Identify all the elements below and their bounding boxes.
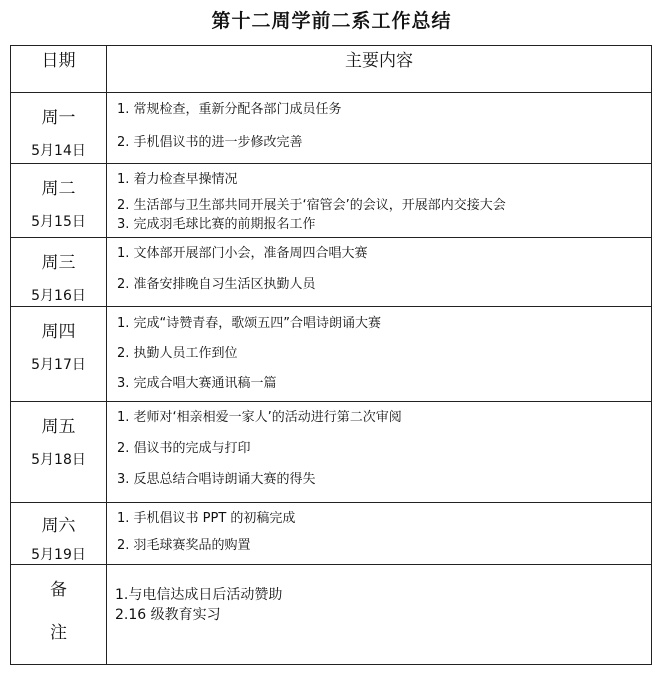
day-cell: [11, 238, 107, 307]
table-row: [11, 503, 652, 565]
table-row: [11, 307, 652, 402]
notes-cell: [107, 565, 652, 665]
list-item: 1. 着力检查早操情况: [117, 172, 238, 187]
day-date: 5月17日: [31, 357, 86, 373]
day-date: 5月14日: [31, 143, 86, 159]
content-cell: [107, 93, 652, 164]
list-item: 1. 文体部开展部门小会，准备周四合唱大赛: [117, 246, 368, 261]
list-item: 3. 反思总结合唱诗朗诵大赛的得失: [117, 472, 316, 487]
day-cell: [11, 164, 107, 238]
list-item: 2. 倡议书的完成与打印: [117, 441, 251, 456]
list-item: 2. 羽毛球赛奖品的购置: [117, 538, 251, 553]
day-date: 5月16日: [31, 288, 86, 304]
content-column-header: 主要内容: [107, 46, 652, 93]
day-cell: [11, 402, 107, 503]
table-row: [11, 565, 652, 665]
table-row: [11, 238, 652, 307]
date-column-header: 日期: [11, 46, 107, 93]
list-item: 3. 完成合唱大赛通讯稿一篇: [117, 376, 277, 391]
list-item: 2. 准备安排晚自习生活区执勤人员: [117, 277, 316, 292]
notes-label-cell: [11, 565, 107, 665]
content-cell: [107, 503, 652, 565]
summary-table: [10, 45, 652, 665]
list-item: 2. 手机倡议书的进一步修改完善: [117, 135, 303, 150]
table-header-row: [11, 46, 652, 93]
page-title: 第十二周学前二系工作总结: [211, 10, 452, 32]
list-item: 2. 生活部与卫生部共同开展关于‘宿管会’的会议，开展部内交接大会: [117, 198, 506, 213]
list-item: 2. 执勤人员工作到位: [117, 346, 238, 361]
content-cell: [107, 307, 652, 402]
list-item: 1. 手机倡议书 PPT 的初稿完成: [117, 511, 296, 526]
table-row: [11, 402, 652, 503]
day-date: 5月15日: [31, 214, 86, 230]
day-name: 周一: [41, 108, 76, 128]
day-cell: [11, 307, 107, 402]
day-cell: [11, 93, 107, 164]
notes-label: 注: [50, 623, 67, 643]
note-item: 2.16 级教育实习: [115, 607, 221, 623]
day-date: 5月18日: [31, 452, 86, 468]
day-name: 周五: [41, 417, 76, 437]
table-row: [11, 164, 652, 238]
day-name: 周二: [41, 179, 76, 199]
content-cell: [107, 402, 652, 503]
table-row: [11, 93, 652, 164]
notes-label: 备: [50, 580, 67, 600]
day-date: 5月19日: [31, 547, 86, 563]
day-name: 周六: [41, 516, 76, 536]
list-item: 1. 常规检查，重新分配各部门成员任务: [117, 102, 342, 117]
content-cell: [107, 164, 652, 238]
day-name: 周四: [41, 322, 76, 342]
day-cell: [11, 503, 107, 565]
list-item: 1. 完成“诗赞青春，歌颂五四”合唱诗朗诵大赛: [117, 316, 382, 331]
day-name: 周三: [41, 253, 76, 273]
note-item: 1.与电信达成日后活动赞助: [115, 587, 283, 603]
list-item: 1. 老师对‘相亲相爱一家人’的活动进行第二次审阅: [117, 410, 402, 425]
content-cell: [107, 238, 652, 307]
list-item: 3. 完成羽毛球比赛的前期报名工作: [117, 217, 316, 232]
